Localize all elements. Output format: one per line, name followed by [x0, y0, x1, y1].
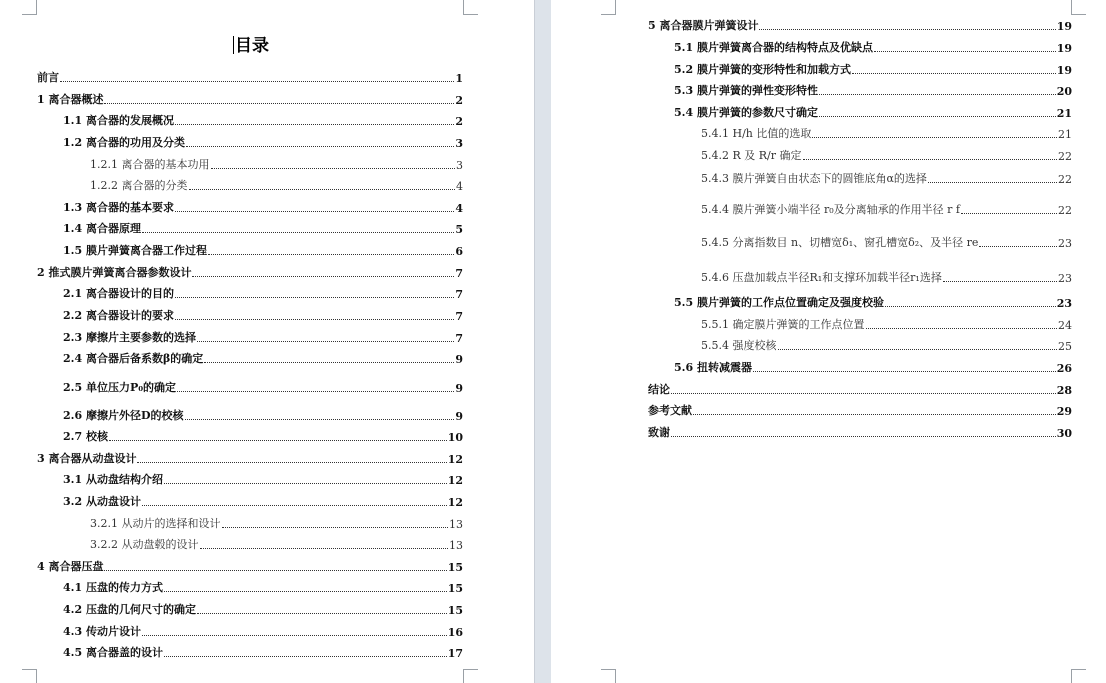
toc-entry-label: 5.4.2 R 及 R/r 确定 — [701, 149, 802, 162]
toc-entry-label: 5 离合器膜片弹簧设计 — [648, 19, 759, 32]
toc-entry-label: 3 离合器从动盘设计 — [37, 452, 137, 465]
toc-leader-dots — [164, 590, 447, 592]
toc-entry-label: 1.5 膜片弹簧离合器工作过程 — [63, 244, 207, 257]
toc-entry-label: 3.2 从动盘设计 — [63, 495, 141, 508]
toc-entry-label: 5.4.6 压盘加载点半径R₁和支撑环加载半径r₁选择 — [701, 271, 942, 284]
toc-leader-dots — [222, 526, 449, 528]
toc-entry[interactable] — [648, 147, 1072, 163]
toc-entry-page: 9 — [455, 382, 463, 395]
toc-entry-page: 15 — [447, 582, 463, 595]
toc-entry[interactable] — [648, 337, 1072, 353]
toc-entry-label: 5.5 膜片弹簧的工作点位置确定及强度校验 — [674, 296, 884, 309]
toc-leader-dots — [866, 327, 1058, 329]
toc-entry[interactable] — [37, 242, 463, 258]
toc-leader-dots — [175, 296, 454, 298]
toc-entry-label: 1.2 离合器的功用及分类 — [63, 136, 185, 149]
toc-entry[interactable] — [37, 601, 463, 617]
toc-entry-label: 4 离合器压盘 — [37, 560, 104, 573]
toc-entry[interactable] — [648, 82, 1072, 98]
page-corner-mark — [463, 669, 478, 683]
toc-entry[interactable] — [648, 39, 1072, 55]
toc-entry-label: 3.1 从动盘结构介绍 — [63, 473, 163, 486]
toc-entry-page: 15 — [447, 561, 463, 574]
toc-leader-dots — [164, 655, 447, 657]
toc-leader-dots — [177, 390, 454, 392]
toc-entry-page: 13 — [449, 539, 463, 552]
toc-entry-page: 22 — [1058, 204, 1072, 217]
toc-entry-page: 4 — [456, 180, 463, 193]
page-corner-mark — [22, 669, 37, 683]
toc-entry-label: 4.1 压盘的传力方式 — [63, 581, 163, 594]
toc-entry-page: 7 — [455, 310, 463, 323]
toc-entry-label: 2.6 摩擦片外径D的校核 — [63, 409, 184, 422]
toc-entry-label: 2.2 离合器设计的要求 — [63, 309, 174, 322]
toc-entry-page: 7 — [455, 267, 463, 280]
toc-leader-dots — [874, 50, 1056, 52]
toc-entry-page: 19 — [1056, 20, 1072, 33]
toc-leader-dots — [200, 547, 449, 549]
toc-leader-dots — [142, 231, 454, 233]
toc-title-text: 目录 — [235, 36, 269, 56]
toc-leader-dots — [211, 167, 456, 169]
toc-entry-label: 2.1 离合器设计的目的 — [63, 287, 174, 300]
toc-leader-dots — [852, 72, 1056, 74]
toc-entry-page: 16 — [447, 626, 463, 639]
toc-entry[interactable] — [37, 134, 463, 150]
toc-leader-dots — [885, 305, 1056, 307]
toc-entry-page: 21 — [1056, 107, 1072, 120]
toc-leader-dots — [197, 340, 454, 342]
toc-entry[interactable] — [37, 199, 463, 215]
toc-leader-dots — [961, 212, 1057, 214]
toc-leader-dots — [693, 413, 1056, 415]
toc-entry[interactable] — [648, 294, 1072, 310]
toc-entry[interactable] — [648, 201, 1072, 217]
toc-entry-page: 19 — [1056, 64, 1072, 77]
toc-leader-dots — [189, 188, 456, 190]
toc-entry-label: 1.3 离合器的基本要求 — [63, 201, 174, 214]
toc-entry-label: 3.2.1 从动片的选择和设计 — [90, 517, 221, 530]
toc-leader-dots — [812, 136, 1057, 138]
toc-entry[interactable] — [37, 156, 463, 172]
toc-entry-page: 20 — [1056, 85, 1072, 98]
toc-leader-dots — [137, 461, 446, 463]
toc-leader-dots — [671, 435, 1056, 437]
toc-entry[interactable] — [648, 381, 1072, 397]
toc-entry[interactable] — [37, 329, 463, 345]
toc-entry-label: 前言 — [37, 71, 59, 84]
toc-leader-dots — [104, 569, 446, 571]
toc-entry-label: 4.2 压盘的几何尺寸的确定 — [63, 603, 196, 616]
toc-entry[interactable] — [37, 644, 463, 660]
toc-entry-label: 5.4 膜片弹簧的参数尺寸确定 — [674, 106, 818, 119]
toc-leader-dots — [979, 245, 1057, 247]
toc-entry-page: 6 — [455, 245, 463, 258]
toc-leader-dots — [753, 370, 1056, 372]
toc-entry-page: 9 — [455, 353, 463, 366]
toc-entry-page: 25 — [1058, 340, 1072, 353]
toc-entry-label: 2.3 摩擦片主要参数的选择 — [63, 331, 196, 344]
toc-entry-label: 1.2.1 离合器的基本功用 — [90, 158, 210, 171]
toc-entry-label: 1.4 离合器原理 — [63, 222, 141, 235]
toc-leader-dots — [175, 318, 454, 320]
page-corner-mark — [1071, 669, 1086, 683]
toc-entry-label: 5.5.4 强度校核 — [701, 339, 777, 352]
toc-entry[interactable] — [37, 579, 463, 595]
toc-entry-page: 30 — [1056, 427, 1072, 440]
toc-entry[interactable] — [648, 359, 1072, 375]
toc-entry-page: 1 — [455, 72, 463, 85]
toc-entry-page: 10 — [447, 431, 463, 444]
toc-entry-label: 5.2 膜片弹簧的变形特性和加载方式 — [674, 63, 851, 76]
toc-leader-dots — [185, 418, 455, 420]
toc-entry-label: 2.5 单位压力P₀的确定 — [63, 381, 177, 394]
toc-entry[interactable] — [37, 285, 463, 301]
text-cursor — [233, 36, 234, 54]
toc-entry-page: 12 — [447, 496, 463, 509]
toc-leader-dots — [197, 612, 447, 614]
toc-entry-page: 23 — [1058, 237, 1072, 250]
toc-entry-page: 26 — [1056, 362, 1072, 375]
toc-entry[interactable] — [648, 316, 1072, 332]
toc-entry[interactable] — [648, 17, 1072, 33]
toc-leader-dots — [104, 102, 454, 104]
toc-leader-dots — [192, 275, 454, 277]
toc-leader-dots — [109, 439, 447, 441]
toc-entry[interactable] — [37, 558, 463, 574]
toc-entry[interactable] — [37, 307, 463, 323]
toc-leader-dots — [208, 253, 454, 255]
toc-entry-page: 2 — [455, 115, 463, 128]
toc-entry-label: 5.6 扭转减震器 — [674, 361, 752, 374]
toc-entry-page: 9 — [455, 410, 463, 423]
toc-entry-page: 3 — [456, 159, 463, 172]
page-corner-mark — [22, 0, 37, 15]
document-page-left — [0, 0, 534, 683]
page-gutter — [534, 0, 552, 683]
toc-entry[interactable] — [648, 269, 1072, 285]
toc-entry-page: 19 — [1056, 42, 1072, 55]
toc-entry-page: 7 — [455, 288, 463, 301]
toc-leader-dots — [803, 158, 1057, 160]
toc-entry[interactable] — [648, 104, 1072, 120]
page-corner-mark — [601, 0, 616, 15]
toc-entry-label: 5.4.5 分离指数目 n、切槽宽δ₁、窗孔槽宽δ₂、及半径 re — [701, 236, 979, 249]
toc-entry-page: 7 — [455, 332, 463, 345]
page-corner-mark — [463, 0, 478, 15]
toc-entry-label: 5.4.3 膜片弹簧自由状态下的圆锥底角α的选择 — [701, 172, 927, 185]
toc-entry[interactable] — [37, 493, 463, 509]
toc-entry-label: 5.1 膜片弹簧离合器的结构特点及优缺点 — [674, 41, 873, 54]
toc-entry-label: 结论 — [648, 383, 670, 396]
toc-leader-dots — [175, 123, 454, 125]
toc-entry-page: 13 — [449, 518, 463, 531]
toc-entry-page: 15 — [447, 604, 463, 617]
toc-entry-page: 2 — [455, 94, 463, 107]
toc-entry[interactable] — [648, 402, 1072, 418]
toc-entry-page: 21 — [1058, 128, 1072, 141]
toc-entry-label: 5.4.1 H/h 比值的选取 — [701, 127, 812, 140]
toc-leader-dots — [943, 280, 1057, 282]
toc-entry-label: 致谢 — [648, 426, 670, 439]
toc-entry[interactable] — [648, 61, 1072, 77]
toc-entry-label: 5.5.1 确定膜片弹簧的工作点位置 — [701, 318, 865, 331]
toc-leader-dots — [175, 210, 454, 212]
toc-entry[interactable] — [648, 125, 1072, 141]
toc-leader-dots — [204, 361, 454, 363]
toc-leader-dots — [778, 348, 1058, 350]
toc-entry[interactable] — [37, 623, 463, 639]
toc-entry[interactable] — [37, 407, 463, 423]
toc-entry-page: 3 — [455, 137, 463, 150]
toc-leader-dots — [819, 115, 1056, 117]
toc-entry[interactable] — [37, 450, 463, 466]
toc-entry[interactable] — [37, 220, 463, 236]
toc-entry-label: 参考文献 — [648, 404, 692, 417]
toc-leader-dots — [60, 80, 454, 82]
toc-entry-page: 5 — [455, 223, 463, 236]
toc-entry-label: 5.4.4 膜片弹簧小端半径 r₀及分离轴承的作用半径 r f — [701, 203, 960, 216]
toc-entry-label: 4.5 离合器盖的设计 — [63, 646, 163, 659]
toc-leader-dots — [142, 504, 447, 506]
toc-entry-page: 23 — [1058, 272, 1072, 285]
toc-entry[interactable] — [37, 264, 463, 280]
toc-entry[interactable] — [648, 234, 1072, 250]
toc-entry-label: 2 推式膜片弹簧离合器参数设计 — [37, 266, 192, 279]
toc-entry-label: 2.7 校核 — [63, 430, 108, 443]
toc-entry[interactable] — [648, 424, 1072, 440]
toc-entry[interactable] — [37, 428, 463, 444]
page-corner-mark — [1071, 0, 1086, 15]
toc-entry-label: 1.2.2 离合器的分类 — [90, 179, 188, 192]
toc-entry[interactable] — [648, 170, 1072, 186]
toc-entry-label: 2.4 离合器后备系数β的确定 — [63, 352, 204, 365]
toc-leader-dots — [142, 634, 447, 636]
toc-entry-page: 24 — [1058, 319, 1072, 332]
toc-entry-page: 4 — [455, 202, 463, 215]
toc-entry-page: 12 — [447, 453, 463, 466]
toc-entry-page: 17 — [447, 647, 463, 660]
toc-entry-page: 28 — [1056, 384, 1072, 397]
toc-entry-page: 22 — [1058, 173, 1072, 186]
toc-entry-page: 12 — [447, 474, 463, 487]
toc-leader-dots — [759, 28, 1055, 30]
toc-entry[interactable] — [37, 350, 463, 366]
toc-entry[interactable] — [37, 112, 463, 128]
toc-entry[interactable] — [37, 177, 463, 193]
toc-entry-label: 5.3 膜片弹簧的弹性变形特性 — [674, 84, 818, 97]
toc-entry-label: 1.1 离合器的发展概况 — [63, 114, 174, 127]
toc-entry-label: 1 离合器概述 — [37, 93, 104, 106]
toc-entry[interactable] — [37, 91, 463, 107]
page-corner-mark — [601, 669, 616, 683]
toc-entry[interactable] — [37, 536, 463, 552]
toc-entry[interactable] — [37, 471, 463, 487]
toc-entry-page: 23 — [1056, 297, 1072, 310]
toc-entry[interactable] — [37, 69, 463, 85]
toc-entry-label: 4.3 传动片设计 — [63, 625, 141, 638]
toc-title — [0, 31, 502, 56]
toc-entry-page: 29 — [1056, 405, 1072, 418]
toc-leader-dots — [819, 93, 1056, 95]
document-page-right — [551, 0, 1106, 683]
toc-entry[interactable] — [37, 515, 463, 531]
toc-leader-dots — [928, 181, 1057, 183]
toc-leader-dots — [671, 392, 1056, 394]
toc-entry-label: 3.2.2 从动盘毂的设计 — [90, 538, 199, 551]
toc-entry-page: 22 — [1058, 150, 1072, 163]
toc-entry[interactable] — [37, 379, 463, 395]
toc-leader-dots — [164, 482, 447, 484]
toc-leader-dots — [186, 145, 454, 147]
